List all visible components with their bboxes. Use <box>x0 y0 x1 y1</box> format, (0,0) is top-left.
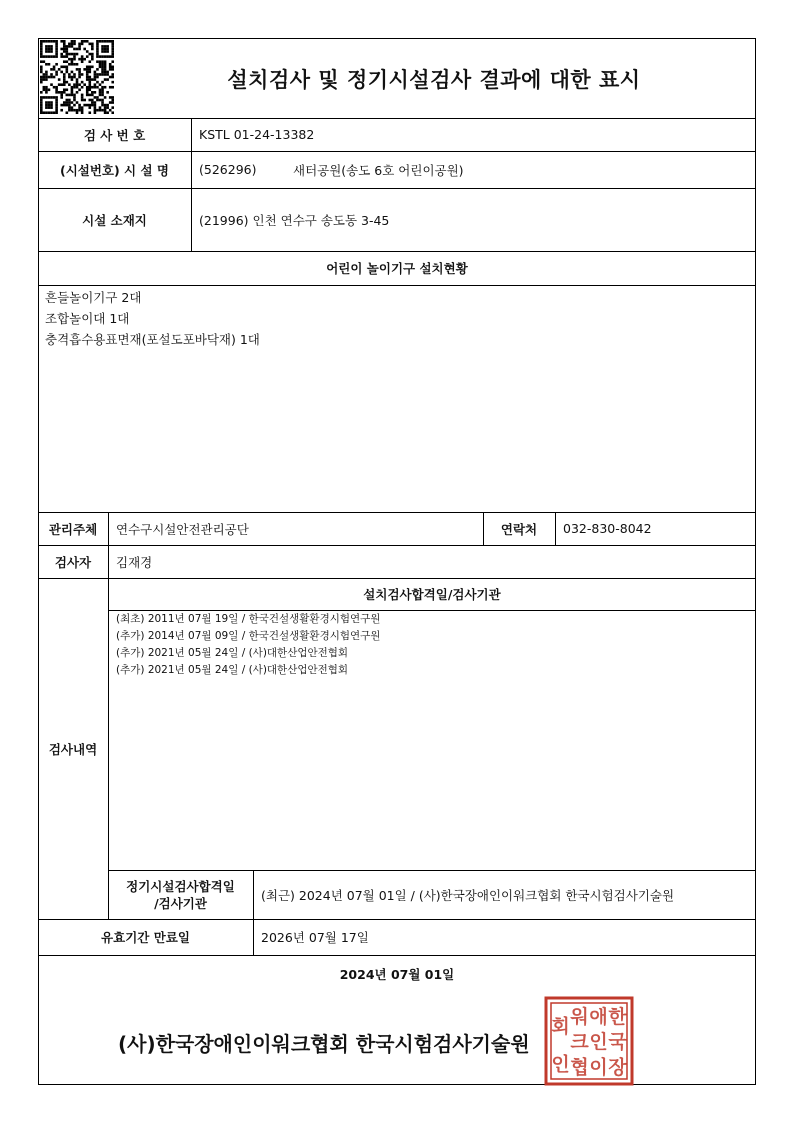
validity-label: 유효기간 만료일 <box>101 930 190 945</box>
list-item: 흔들놀이기구 2대 <box>45 290 142 305</box>
list-item: (추가) 2021년 05월 24일 / (사)대한산업안전협회 <box>116 647 349 659</box>
list-item: (추가) 2014년 07월 09일 / 한국건설생활환경시험연구원 <box>116 630 381 642</box>
svg-text:국: 국 <box>608 1031 627 1054</box>
svg-text:장: 장 <box>608 1056 627 1079</box>
svg-text:애: 애 <box>589 1005 608 1028</box>
location-label: 시설 소재지 <box>82 212 147 228</box>
inspection-number-value: KSTL 01-24-13382 <box>199 127 315 142</box>
periodic-label-line2: /검사기관 <box>154 895 207 911</box>
facility-number: (526296) <box>199 162 257 177</box>
list-item: 충격흡수용표면재(포설도포바닥재) 1대 <box>45 332 260 347</box>
equipment-header: 어린이 놀이기구 설치현황 <box>326 261 468 276</box>
list-item: (최초) 2011년 07월 19일 / 한국건설생활환경시험연구원 <box>116 613 381 625</box>
location-value: (21996) 인천 연수구 송도동 3-45 <box>199 212 390 228</box>
svg-text:인: 인 <box>589 1031 608 1054</box>
inspection-section-label: 검사내역 <box>48 741 98 757</box>
periodic-value: (최근) 2024년 07월 01일 / (사)한국장애인이워크협회 한국시험검사기술원 <box>261 887 675 903</box>
inspector-value: 김재경 <box>116 554 153 570</box>
list-item: 조합놀이대 1대 <box>45 311 130 326</box>
issue-date: 2024년 07월 01일 <box>339 967 455 982</box>
row-divider <box>38 955 756 956</box>
row-divider <box>38 285 756 286</box>
list-item: (추가) 2021년 05월 24일 / (사)대한산업안전협회 <box>116 664 349 676</box>
facility-name: 새터공원(송도 6호 어린이공원) <box>293 162 464 178</box>
equipment-list <box>45 287 745 350</box>
contact-label: 연락처 <box>500 521 538 537</box>
qr-code-icon <box>40 40 114 114</box>
inspector-label: 검사자 <box>54 554 92 570</box>
validity-value: 2026년 07월 17일 <box>261 930 369 945</box>
svg-text:회: 회 <box>551 1015 570 1038</box>
svg-text:협: 협 <box>570 1056 589 1079</box>
manager-value: 연수구시설안전관리공단 <box>116 521 249 537</box>
periodic-label <box>108 870 253 919</box>
inspection-number-label: 검 사 번 호 <box>83 127 146 143</box>
svg-text:워: 워 <box>570 1005 589 1028</box>
svg-text:한: 한 <box>608 1005 627 1028</box>
svg-text:인: 인 <box>551 1053 570 1076</box>
manager-label: 관리주체 <box>48 521 98 537</box>
issuer-name: (사)한국장애인이워크협회 한국시험검사기술원 <box>118 1031 530 1056</box>
install-records <box>116 611 746 679</box>
periodic-label-line1: 정기시설검사합격일 <box>126 878 235 894</box>
document-title: 설치검사 및 정기시설검사 결과에 대한 표시 <box>227 68 641 92</box>
svg-text:크: 크 <box>570 1031 589 1054</box>
install-header: 설치검사합격일/검사기관 <box>363 587 501 602</box>
facility-name-label: (시설번호) 시 설 명 <box>59 162 169 178</box>
official-seal-icon <box>544 996 634 1086</box>
svg-text:이: 이 <box>589 1056 608 1079</box>
contact-value: 032-830-8042 <box>563 521 652 536</box>
